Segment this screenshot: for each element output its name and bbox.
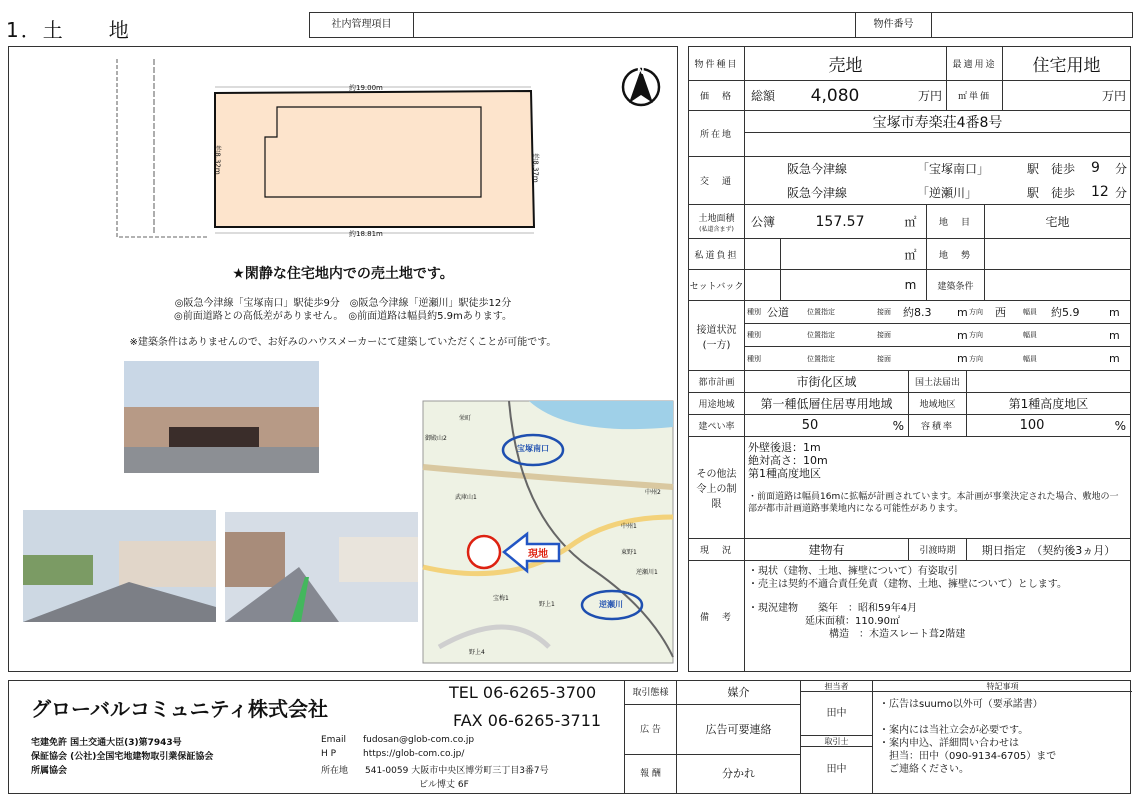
site-marker-icon [468,536,500,568]
property-type: 売地 [745,47,947,80]
chimoku: 宅地 [1045,215,1070,229]
fax: FAX 06-6265-3711 [453,711,602,730]
company-name: グローバルコミュニティ株式会社 [31,697,328,721]
status: 建物有 [745,539,909,560]
footer: グローバルコミュニティ株式会社 TEL 06-6265-3700 FAX 06-6265-3711 宅建免許 国土交通大臣(3)第7943号 保証協会 (公社)全国宅地建物取引業保証協会 所属協会 Email fudosan@glob-com.co.jp H P https://glob-com.co.jp/ 所在地 541-0059 大阪市中央区博労町三丁目3番7号 ビル博丈 6F 取引態様 媒介 広 告 広告可要連絡 報 酬 分かれ 担当者 田中 取引士 田中 特記事項 ・広告はsuumo以外可（要承諾書） ・案内には当社立会が必要です。 ・案内申込、詳細問い合わせは 担当：田中（090-9134-6705）まで ご連絡ください。 [8,680,1131,794]
street-photo-3 [225,512,418,622]
handover: 期日指定 （契約後3ヵ月） [981,543,1116,557]
survey-drawing [9,47,677,671]
map-station-2: 逆瀬川 [599,600,623,609]
city-plan: 市街化区域 [745,371,909,392]
optimal-use: 住宅用地 [1032,56,1101,76]
row-price: 価 格 総額 4,080 万円 ㎡単価 万円 [689,81,1130,111]
row-other: その他法令上の制限 外壁後退：1m 絶対高さ：10m 第1種高度地区 ・前面道路は幅員16mに拡幅が計画されています。本計画が事業決定された場合、敷地の一部が都市計画道路事業地内になる可能性があります。 [689,437,1130,539]
street-photo-1 [124,361,319,473]
price: 4,080 [810,85,860,106]
street-photo-2 [23,510,216,622]
row-setback: セットバック m 建築条件 [689,270,1130,301]
row-type: 物件種目 売地 最適用途 住宅用地 [689,47,1130,81]
note-line-1: ◎阪急今津線「宝塚南口」駅徒歩9分 ◎阪急今津線「逆瀬川」駅徒歩12分 [174,298,512,309]
tel: TEL 06-6265-3700 [449,683,597,702]
address: 宝塚市寿楽荘4番8号 [745,111,1130,133]
map-label: 宝梅1 [493,595,509,602]
map-station-1: 宝塚南口 [517,444,549,453]
road-row-1: 種別 公道 位置指定 接面 約8.3 m 方向 西 幅員 約5.9 m [745,301,1130,324]
left-panel [8,46,678,672]
map-label: 東野1 [621,549,637,556]
section-title: 1．土 地 [6,18,131,42]
map-label: 中州1 [621,523,637,530]
row-address: 所在地 宝塚市寿楽荘4番8号 [689,111,1130,157]
land-area: 157.57 [815,213,865,230]
row-ratio: 建ぺい率 50 % 容積率 100 % [689,415,1130,437]
road-row-2: 種別 位置指定 接面 m 方向 幅員 m [745,324,1130,347]
other-note: ・前面道路は幅員16mに拡幅が計画されています。本計画が事業決定された場合、敷地の一部が都市計画道路事業地内になる可能性があります。 [748,492,1119,514]
property-no-label: 物件番号 [856,13,932,37]
district: 第1種高度地区 [1008,397,1089,411]
bottom-width: 約18.81m [349,230,383,238]
row-status: 現 況 建物有 引渡時期 期日指定 （契約後3ヵ月） [689,539,1130,561]
map-label: 野上1 [539,601,555,608]
map-label: 逆瀬川1 [636,569,658,576]
mgmt-label: 社内管理項目 [310,13,414,37]
map-label: 御殿山2 [425,435,447,442]
row-remarks: 備 考 ・現状（建物、土地、擁壁について）有姿取引 ・売主は契約不適合責任免責（建物、土地、擁壁について）とします。 ・現況建物 築年 ：昭和59年4月 延床面積：110.90㎡ 構造 ：木造スレート葺2階建 [689,561,1130,671]
property-no-value [932,13,1132,37]
zoning: 第一種低層住居専用地域 [745,393,909,414]
map-label: 野上4 [469,649,485,656]
row-land-area: 土地面積 (私道含まず) 公簿 157.57 ㎡ 地 目 宅地 [689,205,1130,239]
note-line-2: ◎前面道路との高低差がありません。 ◎前面道路は幅員約5.9mあります。 [174,311,512,322]
catchphrase: ★閑静な住宅地内での売土地です。 [232,266,454,282]
map-label: 武庫山1 [455,494,477,501]
right-depth: 約8.37m [531,153,540,183]
road-row-3: 種別 位置指定 接面 m 方向 幅員 m [747,352,1120,365]
deal-grid: 取引態様 媒介 広 告 広告可要連絡 報 酬 分かれ 担当者 田中 取引士 田中 特記事項 ・広告はsuumo以外可（要承諾書） ・案内には当社立会が必要です。 ・案内申込、詳細問い合わせは 担当：田中（090-9134-6705）まで ご連絡ください。 [624,681,1131,793]
row-city-plan: 都市計画 市街化区域 国土法届出 [689,371,1130,393]
email-link[interactable]: fudosan@glob-com.co.jp [363,735,475,745]
left-depth: 約8.32m [213,145,222,175]
building-outline [265,107,481,197]
row-zoning: 用途地域 第一種低層住居専用地域 地域地区 第1種高度地区 [689,393,1130,415]
management-bar [309,12,1133,38]
row-road-access: 接道状況 (一方) 種別 公道 位置指定 接面 約8.3 m 方向 西 幅員 約5.9 m 種別 位置指定 接面 m 方向 幅員 m 種別 位置指定 接面 m 方向 幅員 m [689,301,1130,371]
row-private-road: 私道負担 ㎡ 地 勢 [689,239,1130,270]
property-details-table [688,46,1131,672]
homepage-link[interactable]: https://glob-com.co.jp/ [363,749,465,759]
map-label: 栄町 [459,415,472,422]
map-image [423,401,673,663]
map-label: 中州2 [645,489,661,496]
top-width: 約19.00m [349,84,383,92]
far: 100 [1019,418,1045,433]
north-label: N [637,67,645,77]
map-genchi-label: 現地 [528,549,548,560]
building-note: ※建築条件はありませんので、お好みのハウスメーカーにて建築していただくことが可能です。 [129,337,557,348]
row-traffic: 交 通 阪急今津線 「宝塚南口」 駅 徒歩 9 分 阪急今津線 「逆瀬川」 駅 徒歩 12 分 [689,157,1130,205]
mgmt-value [414,13,856,37]
bcr: 50 [801,418,819,433]
